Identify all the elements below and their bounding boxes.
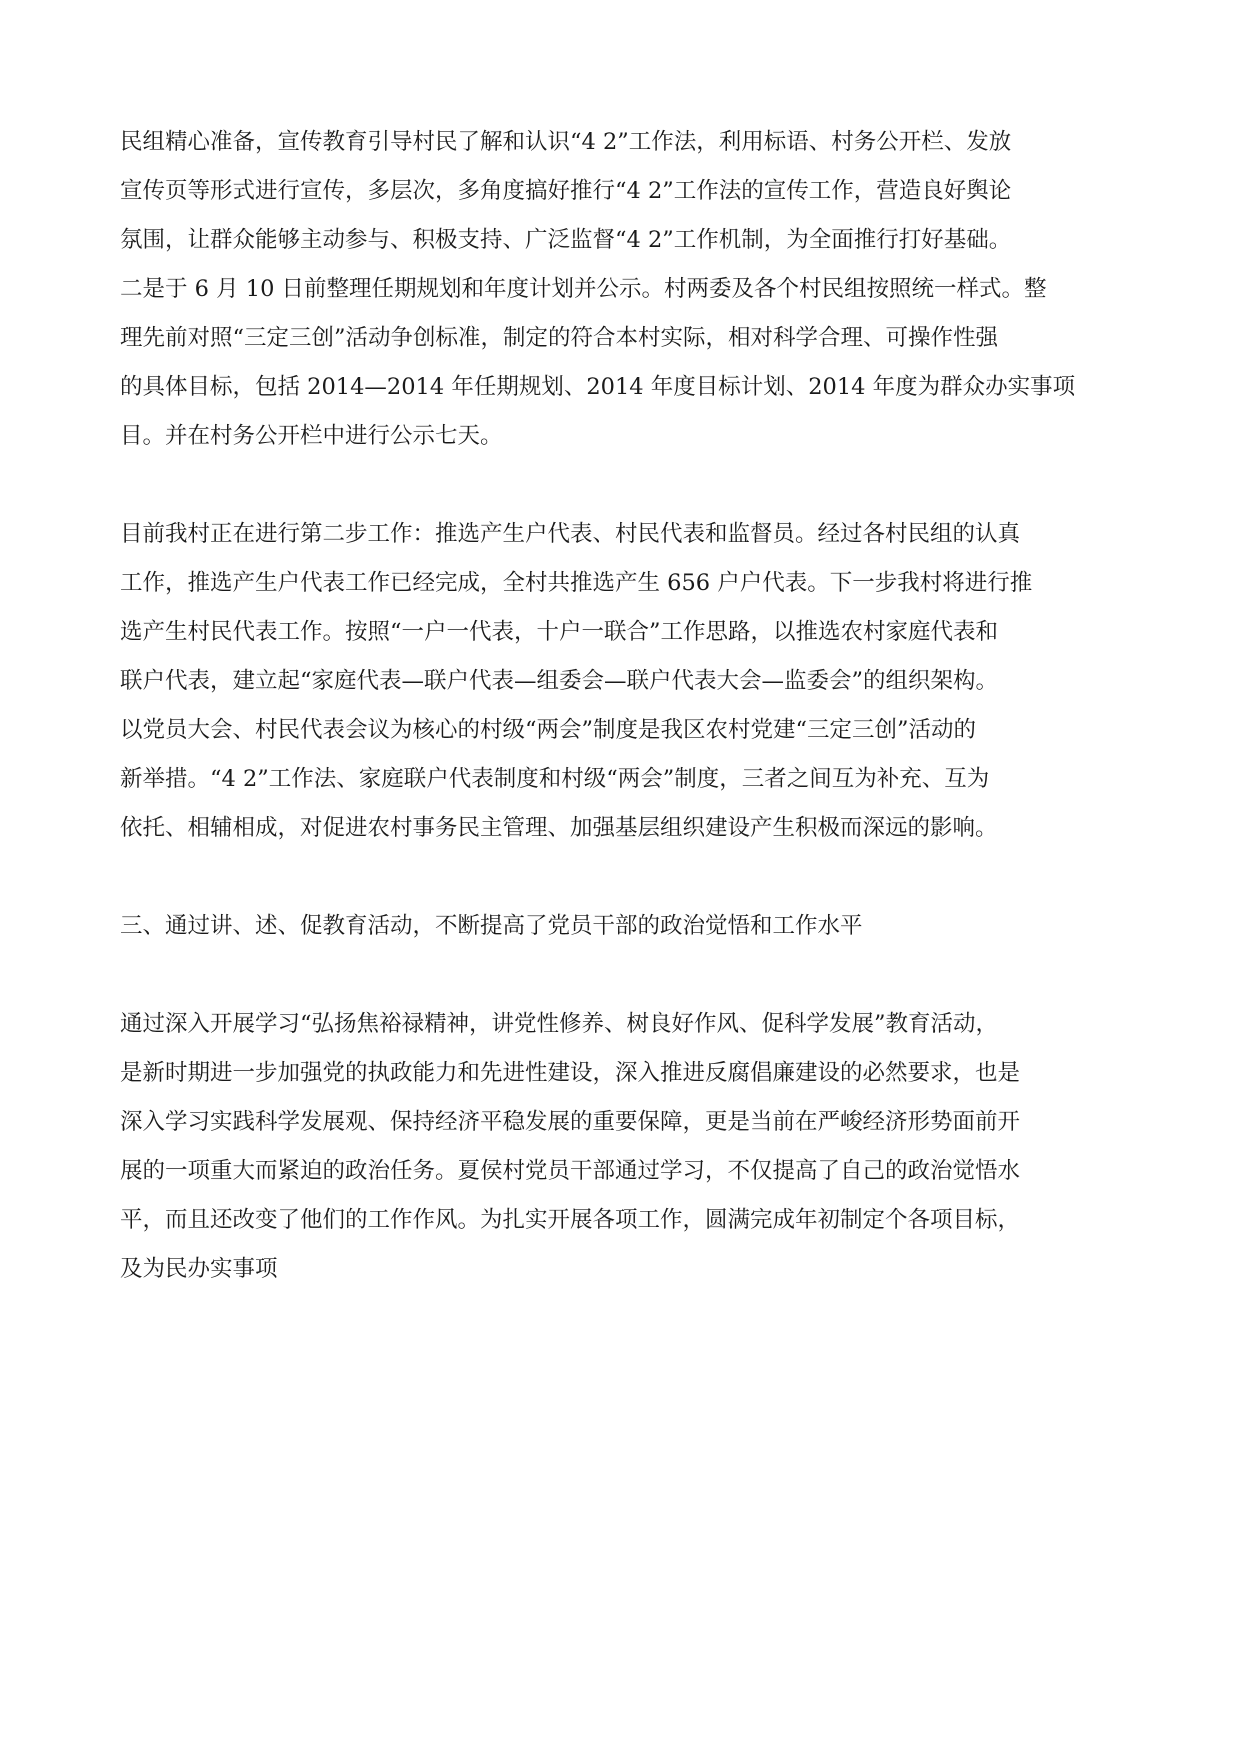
- section-heading-three: [120, 902, 1120, 951]
- text-line: 深入学习实践科学发展观、保持经济平稳发展的重要保障，更是当前在严峻经济形势面前开: [120, 1109, 1021, 1135]
- text-line: 以党员大会、村民代表会议为核心的村级“两会”制度是我区农村党建“三定三创”活动的: [120, 717, 977, 743]
- paragraph-education-activity: [120, 1000, 1120, 1294]
- text-line: 目前我村正在进行第二步工作：推选产生户代表、村民代表和监督员。经过各村民组的认真: [120, 521, 1021, 547]
- paragraph-spacer: [120, 461, 1120, 510]
- paragraph-representative-selection: [120, 510, 1120, 853]
- text-line: 目。并在村务公开栏中进行公示七天。: [120, 423, 503, 449]
- document-body: [120, 118, 1120, 1294]
- section-heading: 三、通过讲、述、促教育活动，不断提高了党员干部的政治觉悟和工作水平: [120, 913, 863, 939]
- text-line: 及为民办实事项: [120, 1256, 278, 1282]
- text-line: 选产生村民代表工作。按照“一户一代表，十户一联合”工作思路，以推选农村家庭代表和: [120, 619, 999, 645]
- text-line: 氛围，让群众能够主动参与、积极支持、广泛监督“4 2”工作机制，为全面推行打好基础。: [120, 227, 1012, 253]
- text-line: 联户代表，建立起“家庭代表—联户代表—组委会—联户代表大会—监委会”的组织架构。: [120, 668, 999, 694]
- text-line: 的具体目标，包括 2014—2014 年任期规划、2014 年度目标计划、2014 年度为群众办实事项: [120, 374, 1076, 400]
- text-line: 宣传页等形式进行宣传，多层次，多角度搞好推行“4 2”工作法的宣传工作，营造良好舆论: [120, 178, 1012, 204]
- text-line: 新举措。“4 2”工作法、家庭联户代表制度和村级“两会”制度，三者之间互为补充、互为: [120, 766, 990, 792]
- text-line: 通过深入开展学习“弘扬焦裕禄精神，讲党性修养、树良好作风、促科学发展”教育活动，: [120, 1011, 999, 1037]
- text-line: 二是于 6 月 10 日前整理任期规划和年度计划并公示。村两委及各个村民组按照统一样式。整: [120, 276, 1047, 302]
- text-line: 平，而且还改变了他们的工作作风。为扎实开展各项工作，圆满完成年初制定个各项目标，: [120, 1207, 1021, 1233]
- text-line: 理先前对照“三定三创”活动争创标准，制定的符合本村实际，相对科学合理、可操作性强: [120, 325, 999, 351]
- text-line: 依托、相辅相成，对促进农村事务民主管理、加强基层组织建设产生积极而深远的影响。: [120, 815, 998, 841]
- paragraph-spacer: [120, 853, 1120, 902]
- text-line: 民组精心准备，宣传教育引导村民了解和认识“4 2”工作法，利用标语、村务公开栏、发放: [120, 129, 1012, 155]
- paragraph-publicity-and-planning: [120, 118, 1120, 461]
- text-line: 工作，推选产生户代表工作已经完成，全村共推选产生 656 户户代表。下一步我村将进行推: [120, 570, 1033, 596]
- text-line: 是新时期进一步加强党的执政能力和先进性建设，深入推进反腐倡廉建设的必然要求，也是: [120, 1060, 1021, 1086]
- paragraph-spacer: [120, 951, 1120, 1000]
- text-line: 展的一项重大而紧迫的政治任务。夏侯村党员干部通过学习，不仅提高了自己的政治觉悟水: [120, 1158, 1021, 1184]
